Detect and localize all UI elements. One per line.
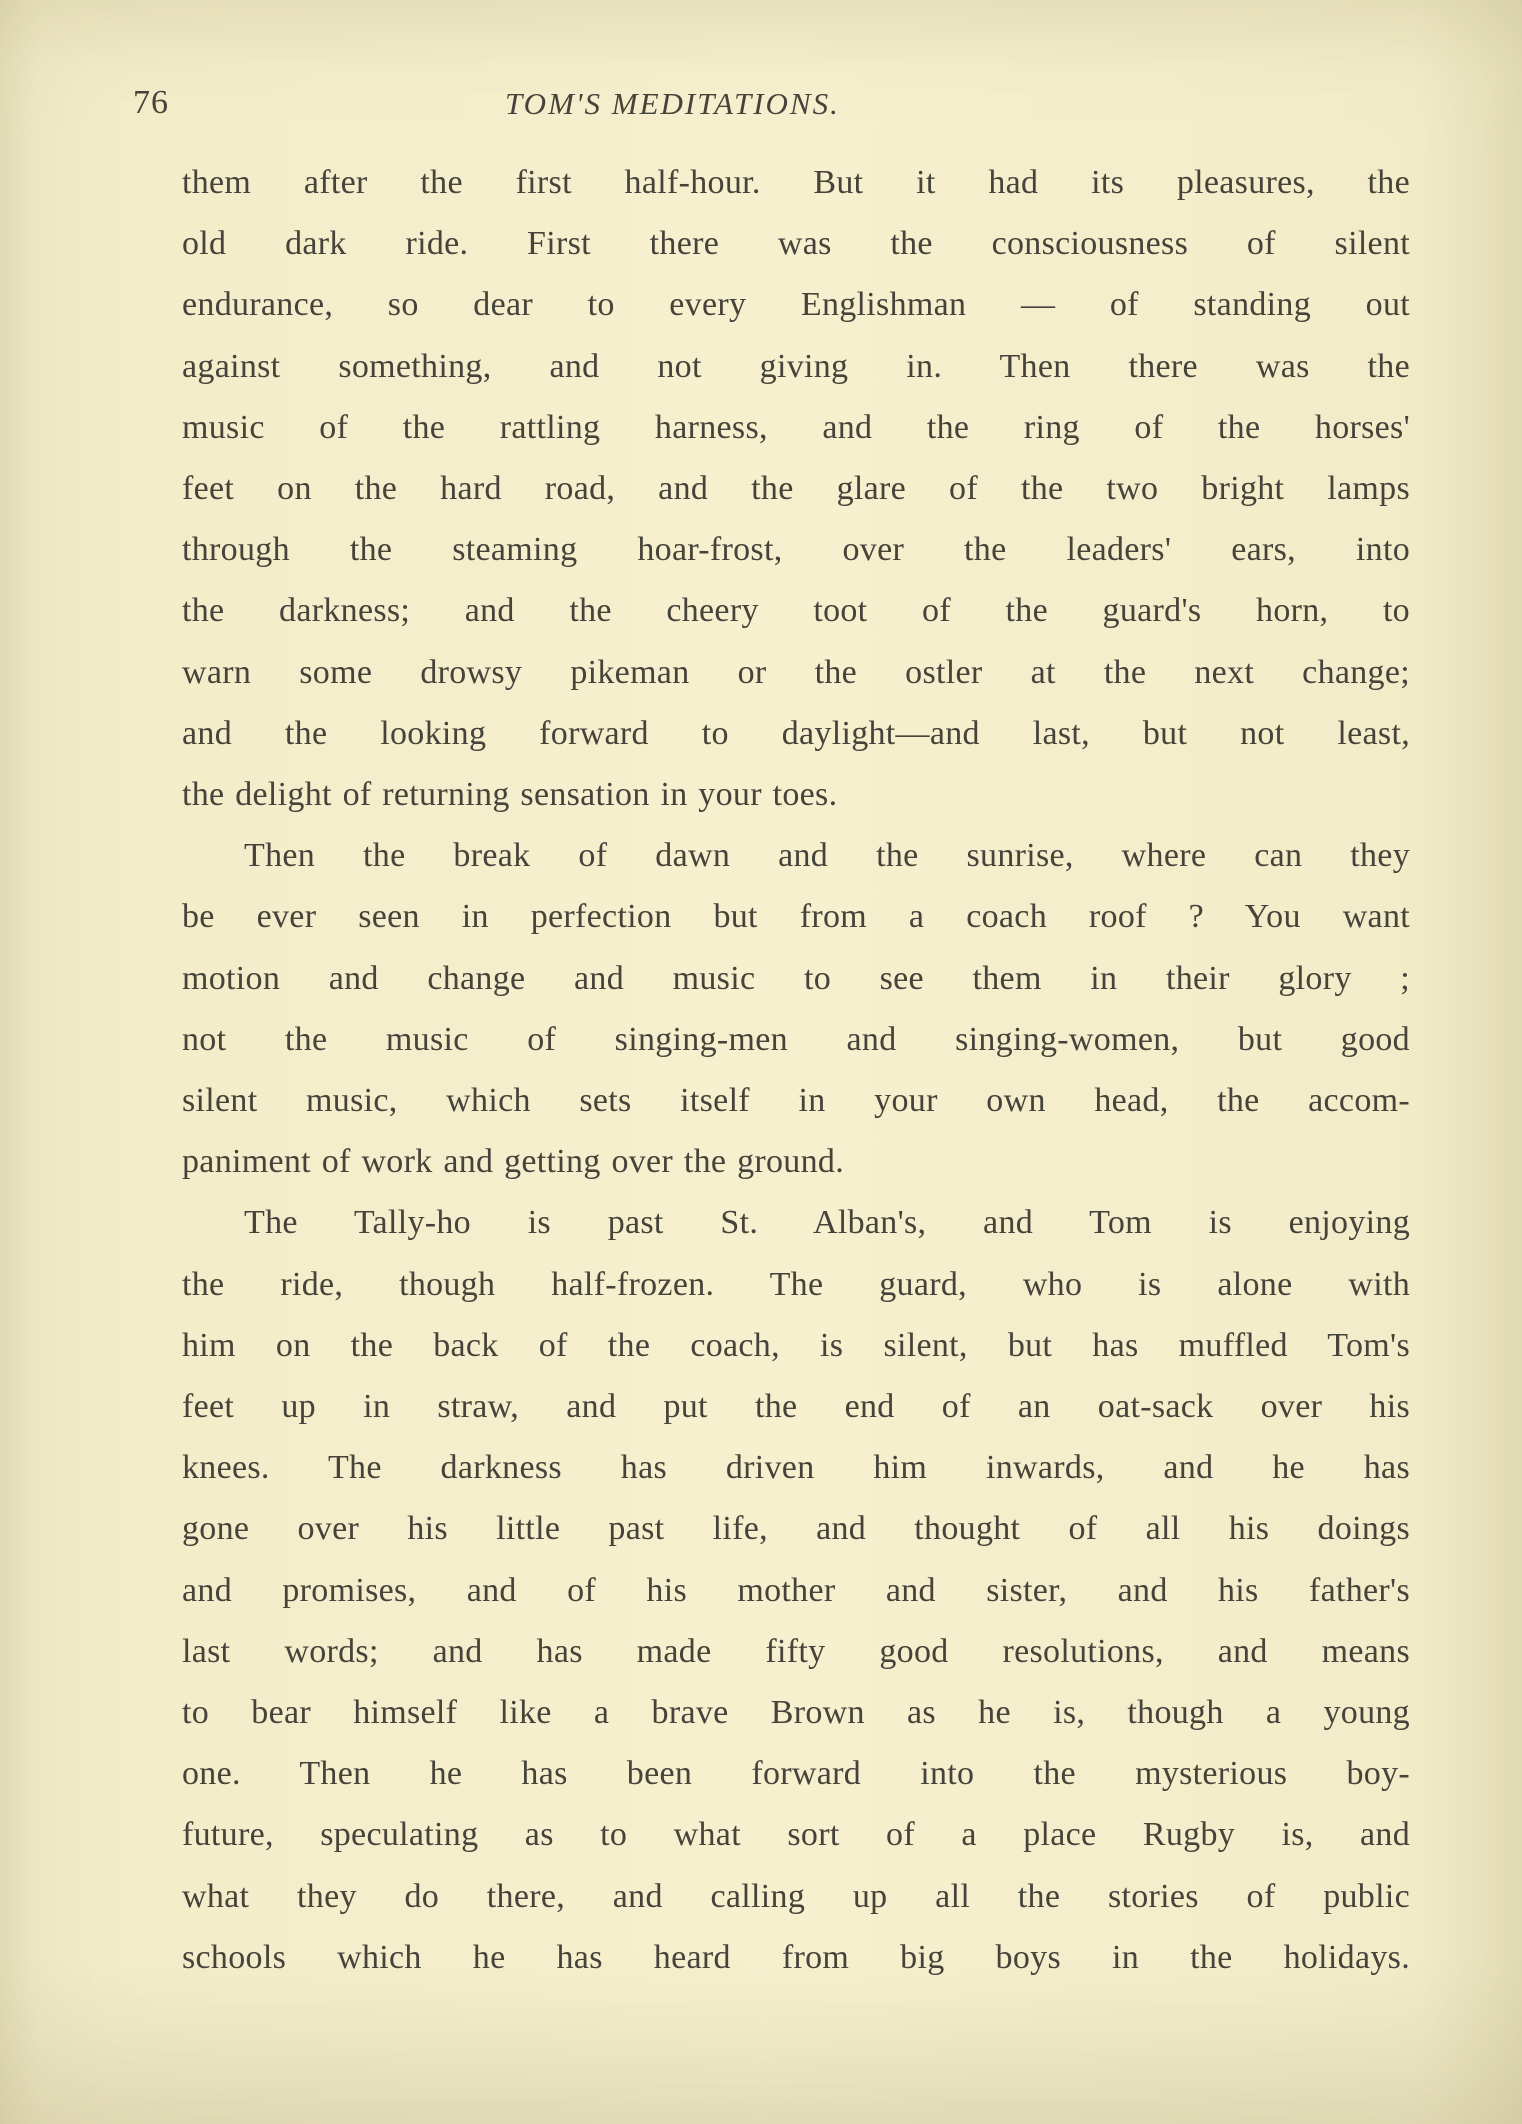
text-line: old dark ride. First there was the consciousness of silent (182, 225, 1410, 263)
text-line: Then the break of dawn and the sunrise, where can they (244, 837, 1410, 875)
page-number: 76 (133, 84, 169, 121)
text-line: the ride, though half-frozen. The guard, who is alone with (182, 1265, 1410, 1303)
body-text (182, 152, 1410, 1988)
text-line: future, speculating as to what sort of a place Rugby is, and (182, 1816, 1410, 1854)
text-line: them after the first half-hour. But it had its pleasures, the (182, 164, 1410, 201)
text-line: against something, and not giving in. Then there was the (182, 347, 1410, 385)
text-line: be ever seen in perfection but from a coach roof ? You want (182, 898, 1410, 936)
paragraph-3 (182, 1192, 1410, 1988)
text-line: to bear himself like a brave Brown as he is, though a young (182, 1694, 1410, 1732)
text-line: the darkness; and the cheery toot of the guard's horn, to (182, 592, 1410, 630)
text-line: him on the back of the coach, is silent, but has muffled Tom's (182, 1326, 1410, 1364)
text-line: music of the rattling harness, and the ring of the horses' (182, 408, 1410, 446)
text-line: gone over his little past life, and thought of all his doings (182, 1510, 1410, 1548)
text-line: The Tally-ho is past St. Alban's, and Tom is enjoying (244, 1204, 1410, 1242)
running-header (0, 84, 1522, 134)
text-line: paniment of work and getting over the ground. (182, 1143, 845, 1181)
text-line: feet on the hard road, and the glare of the two bright lamps (182, 470, 1410, 508)
text-line: silent music, which sets itself in your own head, the accom- (182, 1082, 1410, 1120)
text-line: schools which he has heard from big boys in the holidays. (182, 1938, 1410, 1976)
text-line: feet up in straw, and put the end of an oat-sack over his (182, 1388, 1410, 1426)
paragraph-1 (182, 152, 1410, 825)
text-line: endurance, so dear to every Englishman — of standing out (182, 286, 1410, 324)
paragraph-2 (182, 825, 1410, 1192)
text-line: the delight of returning sensation in your toes. (182, 776, 838, 814)
text-line: one. Then he has been forward into the mysterious boy- (182, 1755, 1410, 1793)
text-line: not the music of singing-men and singing-women, but good (182, 1020, 1410, 1058)
text-line: and promises, and of his mother and sister, and his father's (182, 1571, 1410, 1609)
text-line: last words; and has made fifty good resolutions, and means (182, 1632, 1410, 1670)
text-line: and the looking forward to daylight—and last, but not least, (182, 714, 1410, 752)
text-line: warn some drowsy pikeman or the ostler at the next change; (182, 653, 1410, 691)
running-title: TOM'S MEDITATIONS. (505, 86, 840, 121)
text-line: through the steaming hoar-frost, over the leaders' ears, into (182, 531, 1410, 569)
text-line: motion and change and music to see them in their glory ; (182, 959, 1410, 997)
text-line: what they do there, and calling up all the stories of public (182, 1877, 1410, 1915)
text-line: knees. The darkness has driven him inwards, and he has (182, 1449, 1410, 1487)
